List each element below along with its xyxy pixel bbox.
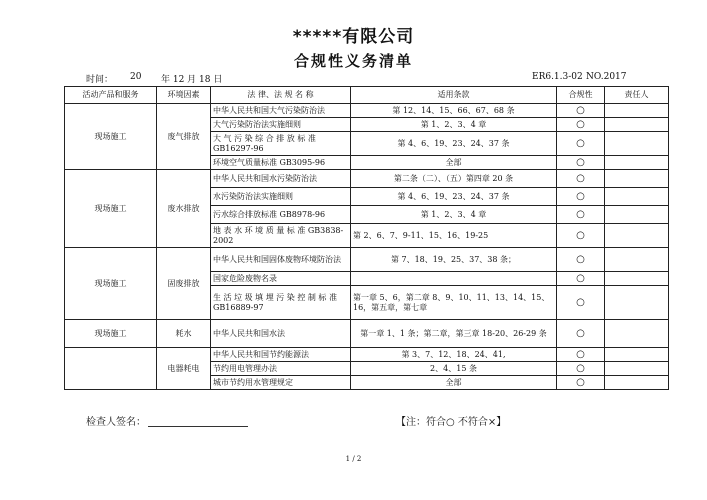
table-row (65, 170, 669, 188)
law-cell: 地 表 水 环 境 质 量 标 准 GB3838-2002 (211, 224, 351, 248)
factor-cell: 电器耗电 (157, 348, 211, 390)
clause-cell: 2、4、15 条 (351, 362, 557, 376)
responsible-cell[interactable] (605, 376, 669, 390)
doc-code: ER6.1.3-02 (532, 72, 583, 82)
law-cell: 城市节约用水管理规定 (211, 376, 351, 390)
law-cell: 大气污染防治法实施细则 (211, 118, 351, 132)
law-cell: 中华人民共和国水法 (211, 320, 351, 348)
inspector-signature-label: 检查人签名： (86, 417, 146, 428)
responsible-cell[interactable] (605, 362, 669, 376)
header-compliance: 合规性 (557, 87, 605, 104)
compliance-cell[interactable]: ○ (557, 104, 605, 118)
company-name: *****有限公司 (292, 27, 415, 47)
clause-cell: 全部 (351, 376, 557, 390)
clause-cell: 全部 (351, 156, 557, 170)
compliance-cell[interactable]: ○ (557, 188, 605, 206)
clause-cell (351, 272, 557, 286)
header-row (65, 87, 669, 104)
compliance-cell[interactable]: ○ (557, 348, 605, 362)
responsible-cell[interactable] (605, 320, 669, 348)
compliance-cell[interactable]: ○ (557, 224, 605, 248)
compliance-table (64, 86, 669, 390)
table-row (65, 320, 669, 348)
compliance-cell[interactable]: ○ (557, 248, 605, 272)
meta-row (86, 72, 641, 86)
clause-cell: 第一章 5、6，第二章 8、9、10、11、13、14、15、16，第五章，第七章 (351, 286, 557, 320)
activity-cell: 现场施工 (65, 170, 157, 248)
responsible-cell[interactable] (605, 286, 669, 320)
clause-cell: 第 3、7、12、18、24、41, (351, 348, 557, 362)
page-number: 1 / 2 (345, 455, 362, 463)
factor-cell: 耗水 (157, 320, 211, 348)
activity-cell: 现场施工 (65, 104, 157, 170)
law-cell: 中华人民共和国大气污染防治法 (211, 104, 351, 118)
date-value: 年 12 月 18 日 (161, 75, 223, 85)
clause-cell: 第 1、2、3、4 章 (351, 118, 557, 132)
activity-cell: 现场施工 (65, 320, 157, 348)
header-factor: 环境因素 (157, 87, 211, 104)
factor-cell: 固废排放 (157, 248, 211, 320)
law-cell: 国家危险废物名录 (211, 272, 351, 286)
activity-cell: 现场施工 (65, 248, 157, 320)
compliance-cell[interactable]: ○ (557, 118, 605, 132)
document-title: 合规性义务清单 (293, 52, 413, 70)
responsible-cell[interactable] (605, 348, 669, 362)
responsible-cell[interactable] (605, 224, 669, 248)
doc-number: NO.2017 (586, 72, 627, 82)
law-cell: 中华人民共和国节约能源法 (211, 348, 351, 362)
clause-cell: 第 12、14、15、66、67、68 条 (351, 104, 557, 118)
responsible-cell[interactable] (605, 156, 669, 170)
clause-cell: 第 4、6、19、23、24、37 条 (351, 132, 557, 156)
law-cell: 水污染防治法实施细则 (211, 188, 351, 206)
responsible-cell[interactable] (605, 188, 669, 206)
compliance-cell[interactable]: ○ (557, 320, 605, 348)
table-row (65, 248, 669, 272)
law-cell: 大 气 污 染 综 合 排 放 标 准 GB16297-96 (211, 132, 351, 156)
law-cell: 中华人民共和国固体废物环境防治法 (211, 248, 351, 272)
legend-note: 【注：符合○ 不符合×】 (396, 417, 507, 428)
compliance-cell[interactable]: ○ (557, 206, 605, 224)
header-law: 法 律、法 规 名 称 (211, 87, 351, 104)
table-row (65, 348, 669, 362)
signature-line[interactable] (148, 426, 248, 427)
factor-cell: 废气排放 (157, 104, 211, 170)
compliance-cell[interactable]: ○ (557, 272, 605, 286)
year-value: 20 (130, 72, 142, 82)
compliance-cell[interactable]: ○ (557, 132, 605, 156)
clause-cell: 第 2、6、7、9-11、15、16、19-25 (351, 224, 557, 248)
factor-cell: 废水排放 (157, 170, 211, 248)
responsible-cell[interactable] (605, 170, 669, 188)
responsible-cell[interactable] (605, 104, 669, 118)
compliance-cell[interactable]: ○ (557, 156, 605, 170)
compliance-cell[interactable]: ○ (557, 362, 605, 376)
compliance-cell[interactable]: ○ (557, 170, 605, 188)
clause-cell: 第 4、6、19、23、24、37 条 (351, 188, 557, 206)
clause-cell: 第 1、2、3、4 章 (351, 206, 557, 224)
header-clause: 适用条款 (351, 87, 557, 104)
law-cell: 环境空气质量标准 GB3095-96 (211, 156, 351, 170)
time-label: 时间： (86, 75, 114, 85)
header-responsible: 责任人 (605, 87, 669, 104)
compliance-cell[interactable]: ○ (557, 286, 605, 320)
clause-cell: 第 7、18、19、25、37、38 条； (351, 248, 557, 272)
law-cell: 污水综合排放标准 GB8978-96 (211, 206, 351, 224)
responsible-cell[interactable] (605, 132, 669, 156)
law-cell: 节约用电管理办法 (211, 362, 351, 376)
table-row (65, 104, 669, 118)
responsible-cell[interactable] (605, 206, 669, 224)
clause-cell: 第一章 1、1 条；第二章，第三章 18-20、26-29 条 (351, 320, 557, 348)
responsible-cell[interactable] (605, 118, 669, 132)
clause-cell: 第二条（二）、（五）第四章 20 条 (351, 170, 557, 188)
compliance-cell[interactable]: ○ (557, 376, 605, 390)
responsible-cell[interactable] (605, 248, 669, 272)
law-cell: 生 活 垃 圾 填 埋 污 染 控 制 标 准 GB16889-97 (211, 286, 351, 320)
header-activity: 活动产品和服务 (65, 87, 157, 104)
activity-cell (65, 348, 157, 390)
law-cell: 中华人民共和国水污染防治法 (211, 170, 351, 188)
responsible-cell[interactable] (605, 272, 669, 286)
